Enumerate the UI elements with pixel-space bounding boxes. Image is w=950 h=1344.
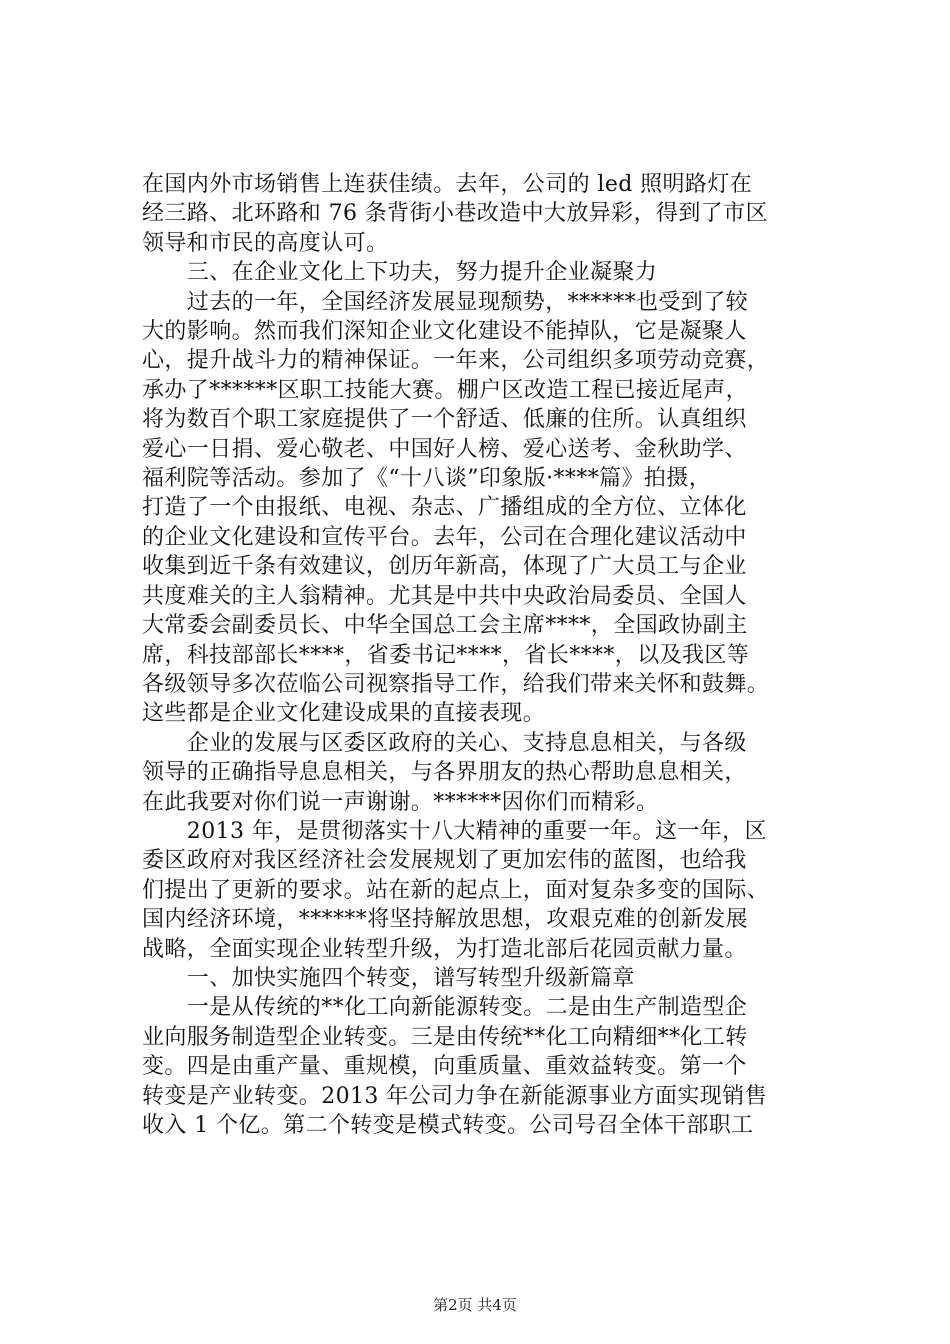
text-line: 心，提升战斗力的精神保证。一年来，公司组织多项劳动竞赛， — [142, 348, 770, 374]
text-line: 过去的一年，全国经济发展显现颓势，******也受到了较 — [142, 289, 749, 315]
page-footer: 第2页 共4页 — [433, 1296, 517, 1314]
text-line: 们提出了更新的要求。站在新的起点上，面对复杂多变的国际、 — [142, 877, 770, 903]
text-line: 企业的发展与区委区政府的关心、支持息息相关，与各级 — [142, 730, 747, 756]
text-line: 打造了一个由报纸、电视、杂志、广播组成的全方位、立体化 — [142, 495, 747, 521]
text-line: 大常委会副委员长、中华全国总工会主席****，全国政协副主 — [142, 613, 748, 639]
text-line: 经三路、北环路和 76 条背街小巷改造中大放异彩，得到了市区 — [142, 201, 768, 227]
text-line: 承办了******区职工技能大赛。棚户区改造工程已接近尾声， — [142, 377, 749, 403]
text-line: 一是从传统的**化工向新能源转变。二是由生产制造型企 — [142, 995, 748, 1021]
text-line: 在此我要对你们说一声谢谢。******因你们而精彩。 — [142, 789, 659, 815]
text-line: 在国内外市场销售上连获佳绩。去年，公司的 led 照明路灯在 — [142, 172, 753, 197]
text-line: 变。四是由重产量、重规模，向重质量、重效益转变。第一个 — [142, 1054, 747, 1080]
text-line: 领导和市民的高度认可。 — [142, 230, 389, 256]
section-heading: 三、在企业文化上下功夫，努力提升企业凝聚力 — [142, 260, 658, 286]
section-heading: 一、加快实施四个转变，谱写转型升级新篇章 — [142, 965, 635, 991]
text-line: 共度难关的主人翁精神。尤其是中共中央政治局委员、全国人 — [142, 583, 747, 609]
text-line: 领导的正确指导息息相关，与各界朋友的热心帮助息息相关， — [142, 760, 747, 786]
text-line: 战略，全面实现企业转型升级，为打造北部后花园贡献力量。 — [142, 936, 747, 962]
text-line: 业向服务制造型企业转变。三是由传统**化工向精细**化工转 — [142, 1024, 748, 1050]
text-line: 爱心一日捐、爱心敬老、中国好人榜、爱心送考、金秋助学、 — [142, 436, 747, 462]
text-line: 收集到近千条有效建议，创历年新高，体现了广大员工与企业 — [142, 554, 747, 580]
text-line: 收入 1 个亿。第二个转变是模式转变。公司号召全体干部职工 — [142, 1113, 754, 1138]
text-line: 转变是产业转变。2013 年公司力争在新能源事业方面实现销售 — [142, 1083, 767, 1109]
text-line: 大的影响。然而我们深知企业文化建设不能掉队，它是凝聚人 — [142, 319, 747, 345]
text-line: 将为数百个职工家庭提供了一个舒适、低廉的住所。认真组织 — [142, 407, 747, 433]
text-line: 2013 年，是贯彻落实十八大精神的重要一年。这一年，区 — [142, 818, 767, 844]
text-line: 委区政府对我区经济社会发展规划了更加宏伟的蓝图，也给我 — [142, 848, 747, 874]
text-line: 国内经济环境，******将坚持解放思想，攻艰克难的创新发展 — [142, 907, 749, 933]
document-body — [142, 170, 834, 1140]
text-line: 福利院等活动。参加了《“十八谈”印象版·****篇》拍摄， — [142, 466, 712, 492]
text-line: 席，科技部部长****，省委书记****，省长****，以及我区等 — [142, 642, 750, 668]
text-line: 的企业文化建设和宣传平台。去年，公司在合理化建议活动中 — [142, 524, 747, 550]
text-line: 各级领导多次莅临公司视察指导工作，给我们带来关怀和鼓舞。 — [142, 671, 770, 697]
text-line: 这些都是企业文化建设成果的直接表现。 — [142, 701, 546, 727]
